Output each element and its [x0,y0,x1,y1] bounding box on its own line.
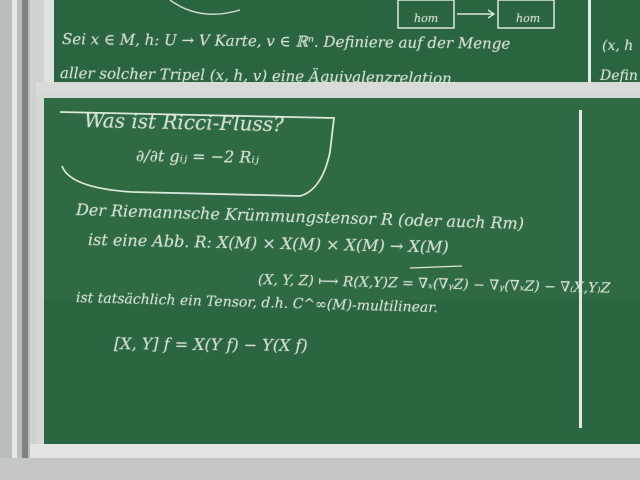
upper-board-edge [44,0,54,86]
diagram-label-right: hom [516,12,541,25]
lower-line-1: Der Riemannsche Krümmungstensor R (oder auch Rm) [75,200,525,234]
left-rail-shadow [22,0,28,460]
floor-band [0,458,640,480]
upper-board-seam [588,0,591,86]
upper-right-fragment-2: Defin [600,68,638,84]
upper-right-fragment-1: (x, h [602,38,634,54]
lower-line-4: ist tatsächlich ein Tensor, d.h. C^∞(M)-multilinear. [75,290,439,317]
ricci-box-title: Was ist Ricci-Fluss? [83,108,285,137]
chalk-tray [30,444,640,458]
upper-line-2: aller solcher Tripel (x, h, v) eine Äquivalenzrelation. [59,64,457,88]
left-rail-highlight [12,0,17,470]
ricci-box-formula: ∂/∂t gᵢⱼ = −2 Rᵢⱼ [135,146,260,167]
lower-line-2: ist eine Abb. R: X(M) × X(M) × X(M) → X(M) [87,230,449,257]
upper-line-1: Sei x ∈ M, h: U → V Karte, v ∈ ℝⁿ. Definiere auf der Menge [61,30,511,53]
lower-line-5: [X, Y] f = X(Y f) − Y(X f) [113,334,308,356]
lower-board-seam [579,110,582,428]
lower-line-3: (X, Y, Z) ⟼ R(X,Y)Z = ∇ₓ(∇ᵧZ) − ∇ᵧ(∇ₓZ) − ∇₍X,Y₎Z [257,272,611,297]
lower-board-shade [44,300,640,444]
diagram-label-left: hom [414,12,439,25]
